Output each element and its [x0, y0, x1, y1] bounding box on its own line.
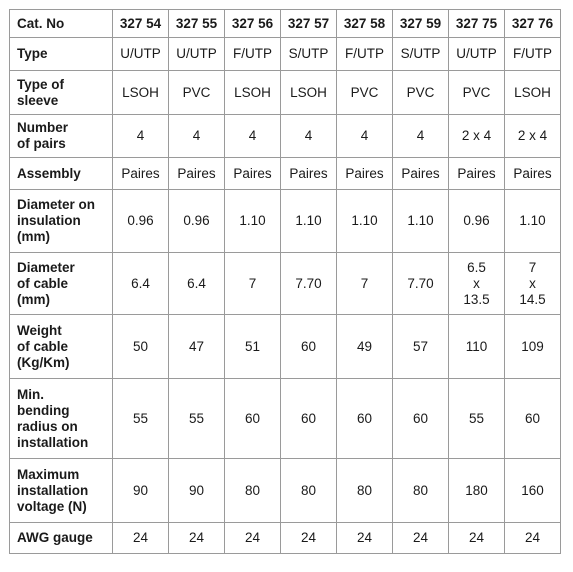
table-row — [10, 253, 561, 315]
table-cell: LSOH — [281, 71, 337, 115]
table-cell: 0.96 — [169, 190, 225, 253]
table-cell: Paires — [225, 158, 281, 190]
table-cell: 1.10 — [337, 190, 393, 253]
table-cell: 60 — [281, 315, 337, 379]
table-row — [10, 115, 561, 158]
row-label: Min. bending radius on installation — [10, 379, 113, 459]
table-cell: U/UTP — [169, 38, 225, 71]
table-cell: F/UTP — [337, 38, 393, 71]
table-cell: Paires — [505, 158, 561, 190]
table-cell: 24 — [337, 523, 393, 554]
header-cell: 327 58 — [337, 10, 393, 38]
table-cell: 60 — [505, 379, 561, 459]
table-cell: 51 — [225, 315, 281, 379]
row-label: Assembly — [10, 158, 113, 190]
table-cell: 0.96 — [449, 190, 505, 253]
table-cell: 24 — [505, 523, 561, 554]
table-cell: 55 — [113, 379, 169, 459]
table-cell: 60 — [225, 379, 281, 459]
row-label: Number of pairs — [10, 115, 113, 158]
row-label: Maximum installation voltage (N) — [10, 459, 113, 523]
table-cell: 1.10 — [281, 190, 337, 253]
table-row — [10, 38, 561, 71]
header-cell: 327 59 — [393, 10, 449, 38]
table-cell: 57 — [393, 315, 449, 379]
table-cell: Paires — [449, 158, 505, 190]
table-cell: LSOH — [505, 71, 561, 115]
table-cell: 7 — [337, 253, 393, 315]
table-cell: S/UTP — [281, 38, 337, 71]
table-cell: F/UTP — [225, 38, 281, 71]
table-cell: 7.70 — [393, 253, 449, 315]
table-cell: 7 — [225, 253, 281, 315]
table-cell: 2 x 4 — [449, 115, 505, 158]
header-cell: Cat. No — [10, 10, 113, 38]
table-cell: 6.4 — [113, 253, 169, 315]
table-cell: 4 — [169, 115, 225, 158]
header-cell: 327 55 — [169, 10, 225, 38]
cable-spec-table — [9, 9, 561, 554]
table-cell: 7.70 — [281, 253, 337, 315]
table-cell: 60 — [393, 379, 449, 459]
table-cell: 49 — [337, 315, 393, 379]
table-cell: PVC — [337, 71, 393, 115]
table-cell: 24 — [281, 523, 337, 554]
table-cell: 1.10 — [393, 190, 449, 253]
table-cell: 6.4 — [169, 253, 225, 315]
table-cell: 109 — [505, 315, 561, 379]
table-cell: 4 — [281, 115, 337, 158]
table-cell: 60 — [281, 379, 337, 459]
header-cell: 327 75 — [449, 10, 505, 38]
table-cell: Paires — [337, 158, 393, 190]
table-cell: 4 — [393, 115, 449, 158]
table-cell: 24 — [113, 523, 169, 554]
table-cell: 7 x 14.5 — [505, 253, 561, 315]
table-cell: 6.5 x 13.5 — [449, 253, 505, 315]
row-label: Diameter on insulation (mm) — [10, 190, 113, 253]
table-cell: 1.10 — [505, 190, 561, 253]
table-cell: 180 — [449, 459, 505, 523]
table-row — [10, 315, 561, 379]
table-row — [10, 379, 561, 459]
table-cell: 50 — [113, 315, 169, 379]
table-cell: 47 — [169, 315, 225, 379]
table-cell: Paires — [169, 158, 225, 190]
table-cell: 0.96 — [113, 190, 169, 253]
row-label: AWG gauge — [10, 523, 113, 554]
table-cell: 60 — [337, 379, 393, 459]
table-row — [10, 71, 561, 115]
row-label: Type of sleeve — [10, 71, 113, 115]
row-label: Weight of cable (Kg/Km) — [10, 315, 113, 379]
table-cell: U/UTP — [449, 38, 505, 71]
table-cell: Paires — [281, 158, 337, 190]
table-cell: 55 — [169, 379, 225, 459]
table-cell: 24 — [449, 523, 505, 554]
table-cell: 80 — [225, 459, 281, 523]
table-cell: U/UTP — [113, 38, 169, 71]
row-label: Diameter of cable (mm) — [10, 253, 113, 315]
table-cell: 4 — [225, 115, 281, 158]
table-cell: 80 — [337, 459, 393, 523]
table-cell: 90 — [169, 459, 225, 523]
table-cell: 55 — [449, 379, 505, 459]
table-cell: 4 — [113, 115, 169, 158]
row-label: Type — [10, 38, 113, 71]
table-cell: PVC — [169, 71, 225, 115]
header-cell: 327 76 — [505, 10, 561, 38]
header-cell: 327 56 — [225, 10, 281, 38]
table-cell: PVC — [393, 71, 449, 115]
table-cell: 24 — [169, 523, 225, 554]
table-row — [10, 158, 561, 190]
table-cell: F/UTP — [505, 38, 561, 71]
header-cell: 327 57 — [281, 10, 337, 38]
table-cell: 110 — [449, 315, 505, 379]
table-cell: 24 — [225, 523, 281, 554]
table-cell: 80 — [393, 459, 449, 523]
table-row — [10, 459, 561, 523]
table-cell: S/UTP — [393, 38, 449, 71]
table-row — [10, 190, 561, 253]
table-row — [10, 523, 561, 554]
table-cell: PVC — [449, 71, 505, 115]
table-cell: Paires — [113, 158, 169, 190]
table-cell: LSOH — [113, 71, 169, 115]
table-cell: LSOH — [225, 71, 281, 115]
table-cell: Paires — [393, 158, 449, 190]
table-cell: 80 — [281, 459, 337, 523]
table-cell: 90 — [113, 459, 169, 523]
header-row — [10, 10, 561, 38]
table-cell: 4 — [337, 115, 393, 158]
table-cell: 1.10 — [225, 190, 281, 253]
table-cell: 24 — [393, 523, 449, 554]
table-cell: 2 x 4 — [505, 115, 561, 158]
header-cell: 327 54 — [113, 10, 169, 38]
table-cell: 160 — [505, 459, 561, 523]
